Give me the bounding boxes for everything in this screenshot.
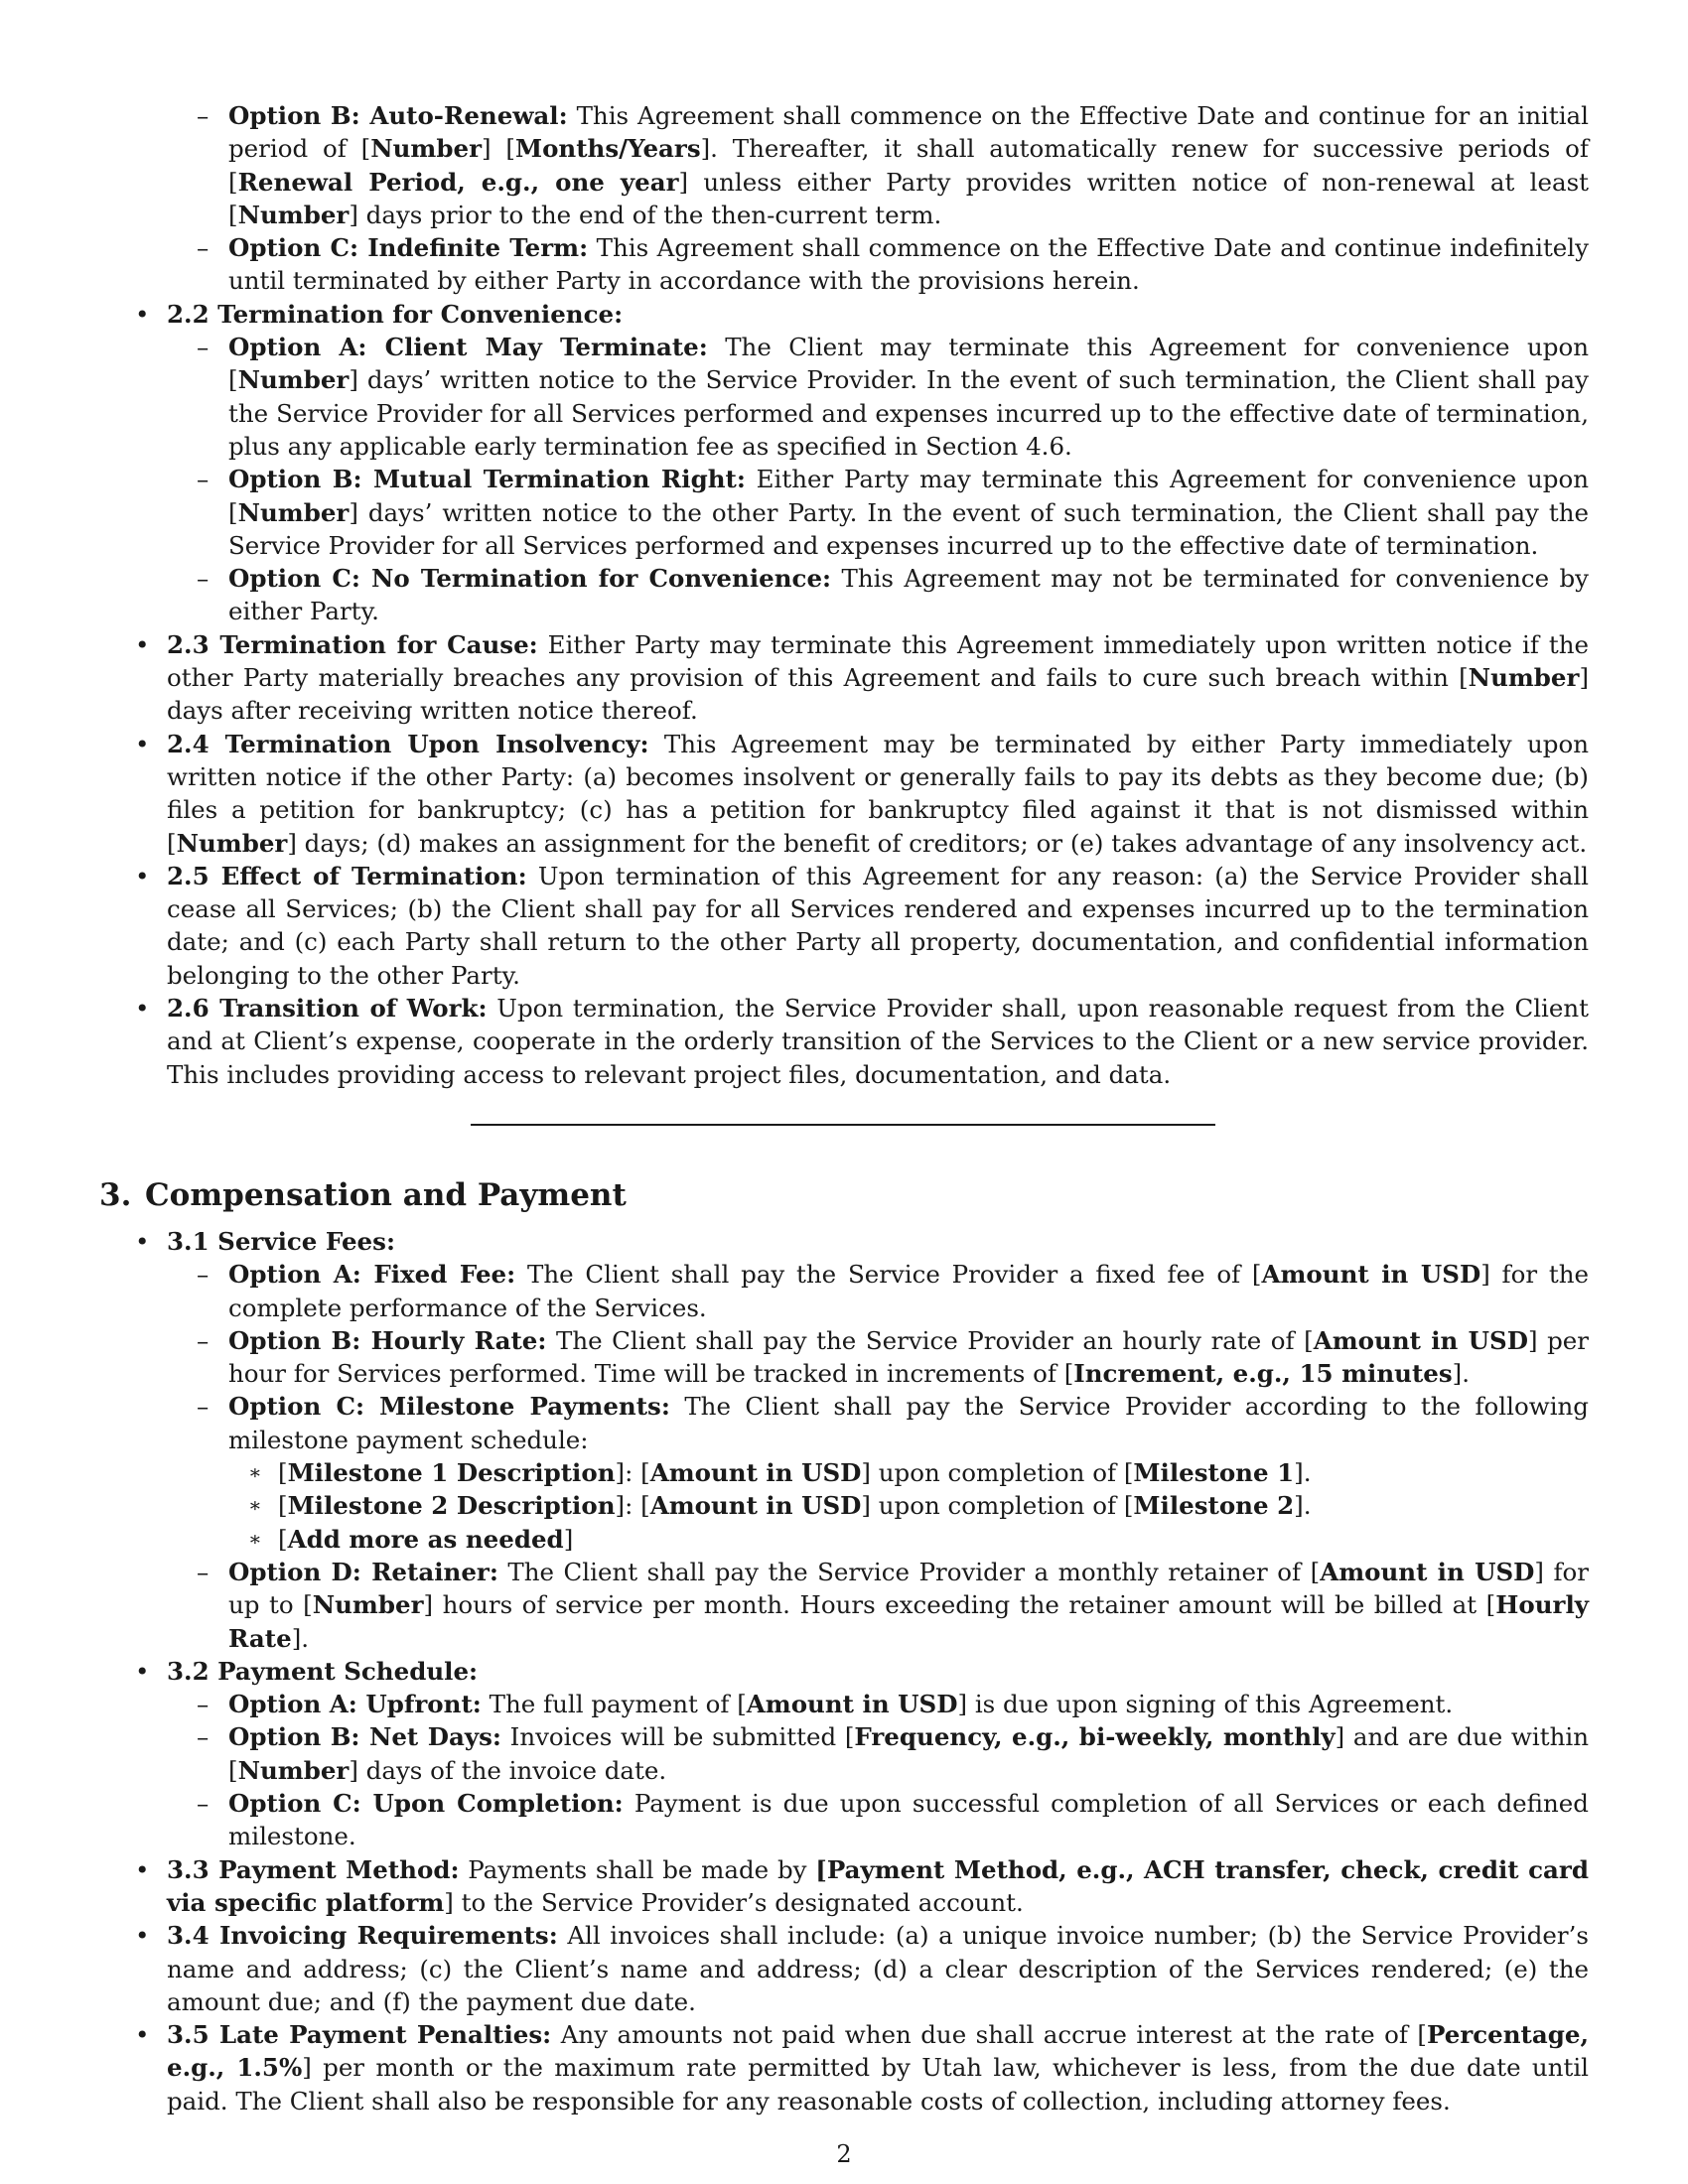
- list-item: • 2.4 Termination Upon Insolvency: This Agreement may be terminated by either Party immediately upon written notice if the other Party: (a) becomes insolvent or generally fails to pay its debts as they become due; (b) files a petition for bankruptcy; (c) has a petition for bankruptcy filed against it that is not dismissed within [Number] days; (d) makes an assignment for the benefit of creditors; or (e) takes advantage of any insolvency act.: [135, 729, 1589, 858]
- dash-marker: –: [197, 333, 210, 362]
- section-3-list: [99, 1225, 1589, 2117]
- dash-marker: –: [197, 1557, 210, 1586]
- list-item: • 2.2 Termination for Convenience:: [99, 298, 1589, 331]
- dash-marker: –: [197, 1325, 210, 1355]
- bullet-marker: •: [135, 729, 150, 758]
- dash-marker: –: [197, 233, 210, 263]
- list-item: – Option A: Fixed Fee: The Client shall pay the Service Provider a fixed fee of [Amount in USD] for the complete performance of the Services.: [197, 1260, 1589, 1322]
- list-item: – Option C: No Termination for Convenience: This Agreement may not be terminated for convenience by either Party.: [197, 564, 1590, 626]
- list-item: – Option A: Upfront: The full payment of [Amount in USD] is due upon signing of this Agreement.: [99, 1688, 1589, 1720]
- list-item: – Option C: Upon Completion: Payment is due upon successful completion of all Services or each defined milestone.: [197, 1789, 1589, 1851]
- bullet-marker: •: [135, 629, 150, 659]
- dash-marker: –: [197, 1260, 210, 1290]
- list-item: • 3.3 Payment Method: Payments shall be made by [Payment Method, e.g., ACH transfer, check, credit card via specific platform] to the Service Provider’s designated account.: [135, 1854, 1589, 1917]
- list-item: – Option B: Auto-Renewal: This Agreement shall commence on the Effective Date and continue for an initial period of [Number] [Months/Years]. Thereafter, it shall automatically renew for successive periods of [Renewal Period, e.g., one year] unless either Party provides written notice of non-renewal at least [Number] days prior to the end of the then-current term.: [197, 101, 1589, 229]
- bullet-marker: •: [135, 994, 150, 1024]
- list-item: ∗ [Milestone 1 Description]: [Amount in USD] upon completion of [Milestone 1].: [99, 1456, 1589, 1489]
- list-item: – Option B: Mutual Termination Right: Either Party may terminate this Agreement for convenience upon [Number] days’ written notice to the other Party. In the event of such termination, the Client shall pay the Service Provider for all Services performed and expenses incurred up to the effective date of termination.: [197, 465, 1589, 560]
- list-item: • 3.4 Invoicing Requirements: All invoices shall include: (a) a unique invoice number; (b) the Service Provider’s name and address; (c) the Client’s name and address; (d) a clear description of the Services rendered; (e) the amount due; and (f) the payment due date.: [135, 1921, 1590, 2016]
- list-item: • 3.2 Payment Schedule:: [99, 1655, 1589, 1688]
- bullet-marker: •: [135, 1854, 150, 1884]
- section-number: 3.: [99, 1177, 132, 1213]
- section-3-body: [99, 1225, 1589, 2117]
- list-item: – Option D: Retainer: The Client shall pay the Service Provider a monthly retainer of [Amount in USD] for up to [Number] hours of service per month. Hours exceeding the retainer amount will be billed at [Hourly Rate].: [197, 1557, 1590, 1653]
- list-item: – Option C: Milestone Payments: The Client shall pay the Service Provider according to the following milestone payment schedule:: [197, 1392, 1589, 1454]
- bullet-marker: •: [135, 1921, 150, 1951]
- list-item: – Option B: Hourly Rate: The Client shall pay the Service Provider an hourly rate of [Amount in USD] per hour for Services performed. Time will be tracked in increments of [Increment, e.g., 15 minutes].: [197, 1325, 1589, 1389]
- dash-marker: –: [197, 465, 210, 494]
- list-item: – Option A: Client May Terminate: The Client may terminate this Agreement for convenience upon [Number] days’ written notice to the Service Provider. In the event of such termination, the Client shall pay the Service Provider for all Services performed and expenses incurred up to the effective date of termination, plus any applicable early termination fee as specified in Section 4.6.: [197, 333, 1589, 461]
- section-2-list: [99, 99, 1589, 1091]
- page-number: 2: [836, 2140, 852, 2168]
- star-marker: ∗: [248, 1526, 262, 1551]
- dash-marker: –: [197, 101, 210, 130]
- dash-marker: –: [197, 1722, 210, 1752]
- section-2-continued: [99, 99, 1589, 1091]
- dash-marker: –: [197, 1690, 210, 1719]
- dash-marker: –: [197, 1789, 210, 1819]
- list-item: – Option B: Net Days: Invoices will be submitted [Frequency, e.g., bi-weekly, monthly] and are due within [Number] days of the invoice date.: [197, 1722, 1589, 1785]
- dash-marker: –: [197, 1392, 210, 1422]
- list-item: – Option C: Indefinite Term: This Agreement shall commence on the Effective Date and continue indefinitely until terminated by either Party in accordance with the provisions herein.: [197, 233, 1589, 296]
- bullet-marker: •: [135, 1656, 150, 1686]
- bullet-marker: •: [135, 861, 150, 890]
- list-item: • 3.5 Late Payment Penalties: Any amounts not paid when due shall accrue interest at the rate of [Percentage, e.g., 1.5%] per month or the maximum rate permitted by Utah law, whichever is less, from the due date until paid. The Client shall also be responsible for any reasonable costs of collection, including attorney fees.: [135, 2020, 1589, 2116]
- star-marker: ∗: [248, 1493, 262, 1518]
- list-item: • 2.3 Termination for Cause: Either Party may terminate this Agreement immediately upon written notice if the other Party materially breaches any provision of this Agreement and fails to cure such breach within [Number] days after receiving written notice thereof.: [135, 629, 1589, 726]
- star-marker: ∗: [248, 1460, 262, 1485]
- list-item: ∗ [Add more as needed]: [99, 1523, 1589, 1556]
- bullet-marker: •: [135, 299, 150, 329]
- list-item: • 2.6 Transition of Work: Upon termination, the Service Provider shall, upon reasonable request from the Client and at Client’s expense, cooperate in the orderly transition of the Services to the Client or a new service provider. This includes providing access to relevant project files, documentation, and data.: [135, 994, 1589, 1089]
- list-item: ∗ [Milestone 2 Description]: [Amount in USD] upon completion of [Milestone 2].: [99, 1489, 1589, 1522]
- section-title: Compensation and Payment: [145, 1177, 627, 1213]
- section-3-heading: [99, 1175, 627, 1215]
- bullet-marker: •: [135, 1227, 150, 1256]
- dash-marker: –: [197, 564, 210, 594]
- list-item: • 3.1 Service Fees:: [99, 1225, 1589, 1258]
- list-item: • 2.5 Effect of Termination: Upon termination of this Agreement for any reason: (a) the Service Provider shall cease all Services; (b) the Client shall pay for all Services rendered and expenses incurred up to the termination date; and (c) each Party shall return to the other Party all property, documentation, and confidential information belonging to the other Party.: [135, 861, 1590, 990]
- section-divider: [471, 1124, 1215, 1126]
- bullet-marker: •: [135, 2020, 150, 2050]
